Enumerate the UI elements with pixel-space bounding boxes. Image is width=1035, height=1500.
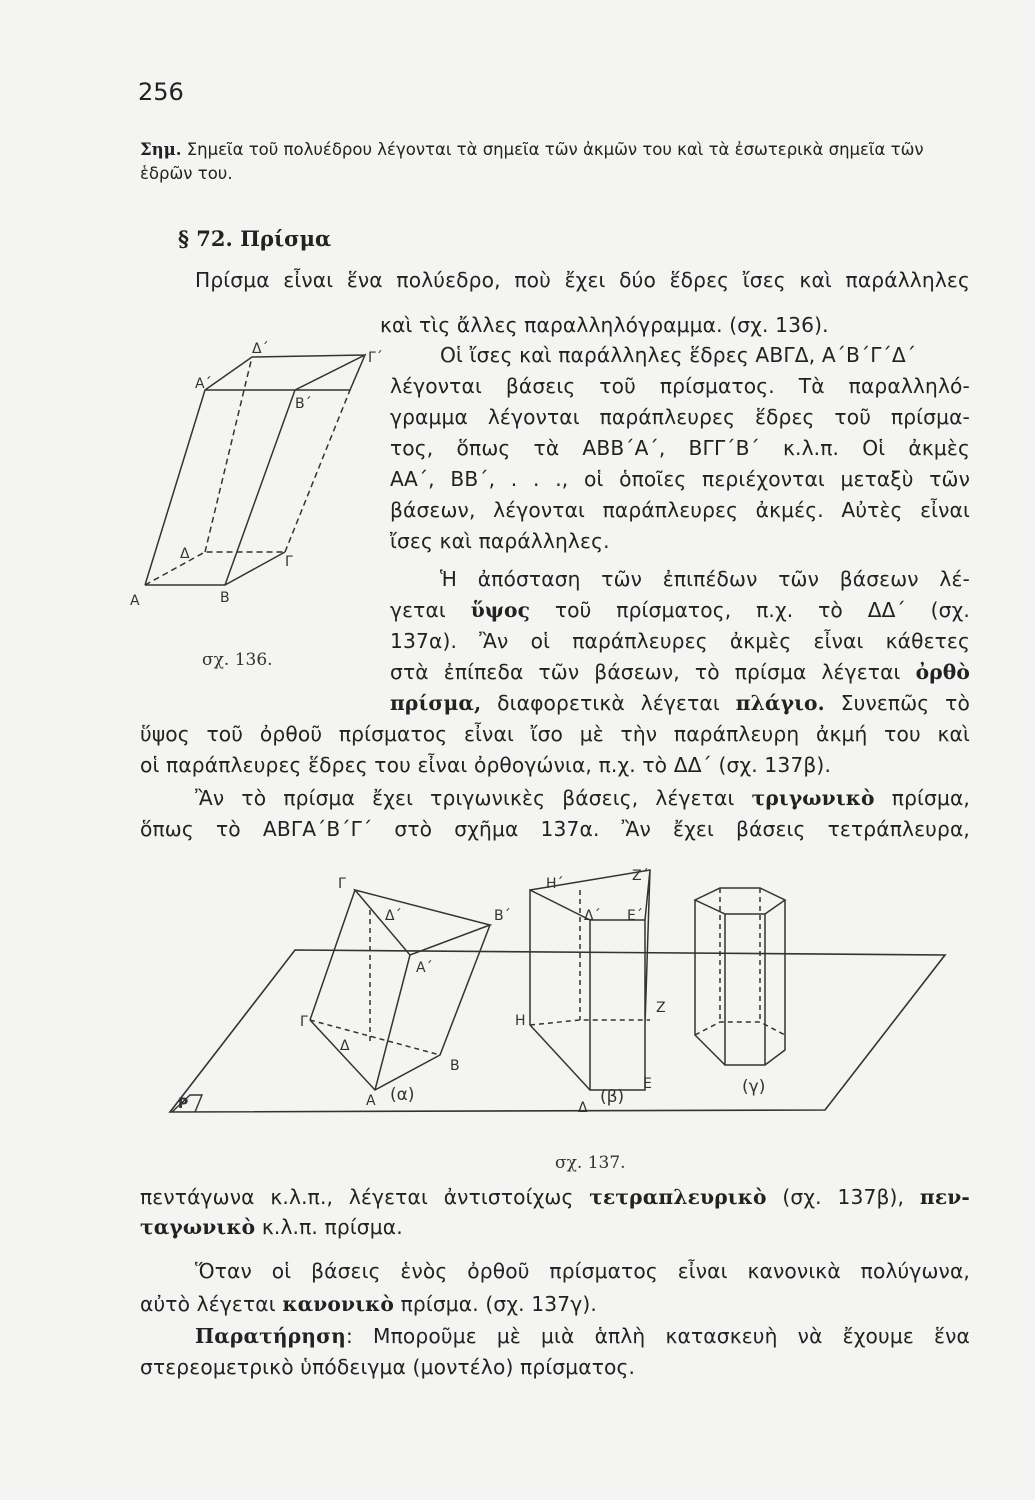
fig137b-label-D1: Δ΄ xyxy=(584,908,601,924)
fig137b-label-E: E xyxy=(643,1076,652,1092)
fig137b-label-Z1: Z΄ xyxy=(632,868,649,884)
fig136-hidden-edges xyxy=(145,357,350,585)
fig137-caption: σχ. 137. xyxy=(555,1153,626,1173)
fig136-label-B1: B΄ xyxy=(295,396,312,412)
p4-line2: ὅπως τὸ ΑΒΓΑ΄Β΄Γ΄ στὸ σχῆμα 137α. Ἂν ἔχει βάσεις τετράπλευρα, xyxy=(140,817,970,841)
term-height: ὕψος xyxy=(470,598,531,622)
p2-line5: ΑΑ΄, ΒΒ΄, . . ., οἱ ὁποῖες περιέχονται μεταξὺ τῶν xyxy=(390,467,970,491)
p2-line4: τος, ὅπως τὰ ΑΒΒ΄Α΄, ΒΓΓ΄Β΄ κ.λ.π. Οἱ ἀκμὲς xyxy=(390,436,970,460)
fig136-label-D: Δ xyxy=(180,546,190,562)
note-text: Σημεῖα τοῦ πολυέδρου λέγονται τὰ σημεῖα τῶν ἀκμῶν του καὶ τὰ ἐσωτερικὰ σημεῖα τῶν ἑδρῶν του. xyxy=(140,140,924,183)
fig137-prism-b xyxy=(530,870,650,1090)
fig137b-label: (β) xyxy=(600,1087,625,1107)
term-regular: κανονικὸ xyxy=(282,1292,395,1316)
fig137b-label-E1: E΄ xyxy=(627,908,643,924)
term-oblique: πλάγιο. xyxy=(735,691,825,715)
remark-line2: στερεομετρικὸ ὑπόδειγμα (μοντέλο) πρίσματος. xyxy=(140,1355,636,1379)
p3-line7: οἱ παράπλευρες ἕδρες του εἶναι ὀρθογώνια, π.χ. τὸ ΔΔ΄ (σχ. 137β). xyxy=(140,753,832,777)
p2-line6: βάσεων, λέγονται παράπλευρες ἀκμές. Αὐτὲς εἶναι xyxy=(390,498,970,522)
fig137a-label-G1: Γ xyxy=(338,876,346,892)
p3-line2: γεται ὕψος τοῦ πρίσματος, π.χ. τὸ ΔΔ΄ (σχ. xyxy=(390,598,970,622)
p2-line7: ἴσες καὶ παράλληλες. xyxy=(390,529,610,553)
section-heading xyxy=(178,226,331,251)
p3-line6: ὕψος τοῦ ὀρθοῦ πρίσματος εἶναι ἴσο μὲ τὴν παράπλευρη ἀκμή του καὶ xyxy=(140,722,970,746)
fig137-prism-c xyxy=(695,888,785,1065)
p1-line1: Πρίσμα εἶναι ἕνα πολύεδρο, ποὺ ἔχει δύο ἕδρες ἴσες καὶ παράλληλες xyxy=(195,268,970,292)
figure-136 xyxy=(120,340,383,680)
fig137a-label-B: B xyxy=(450,1058,460,1074)
fig137c-label: (γ) xyxy=(742,1077,766,1097)
fig136-solid-edges xyxy=(145,355,365,585)
term-pentagonal: ταγωνικὸ xyxy=(140,1215,256,1239)
fig137a-label-B1: B΄ xyxy=(494,908,511,924)
term-right-prism: ὀρθὸ xyxy=(915,660,970,684)
term-quadrilateral: τετραπλευρικὸ xyxy=(589,1185,767,1209)
fig137b-label-D: Δ xyxy=(578,1100,588,1116)
fig137a-label-D: Δ xyxy=(340,1038,350,1054)
fig137-plane-label: P xyxy=(178,1096,189,1112)
fig137a-label-A1: A΄ xyxy=(416,960,433,976)
fig137b-label-H: H xyxy=(515,1013,526,1029)
fig136-label-G1: Γ΄ xyxy=(368,350,383,366)
note xyxy=(140,138,970,186)
p5-line2: ταγωνικὸ κ.λ.π. πρίσμα. xyxy=(140,1215,403,1239)
p3-line1: Ἡ ἀπόσταση τῶν ἐπιπέδων τῶν βάσεων λέ- xyxy=(440,567,970,591)
fig137a-label-A: A xyxy=(366,1093,376,1109)
fig137a-label-G: Γ xyxy=(300,1014,308,1030)
p3-line3: 137α). Ἂν οἱ παράπλευρες ἀκμὲς εἶναι κάθετες xyxy=(390,629,970,653)
page-number: 256 xyxy=(138,78,184,106)
fig136-label-A1: A΄ xyxy=(195,376,212,392)
fig136-label-D1: Δ΄ xyxy=(252,341,269,357)
p2-line2: λέγονται βάσεις τοῦ πρίσματος. Τὰ παραλληλό- xyxy=(390,374,970,398)
p6-line2: αὐτὸ λέγεται κανονικὸ πρίσμα. (σχ. 137γ). xyxy=(140,1292,597,1316)
note-label: Σημ. xyxy=(140,140,182,159)
fig136-label-A: A xyxy=(130,593,140,609)
fig137-plane xyxy=(170,950,945,1112)
section-title: Πρίσμα xyxy=(240,226,332,251)
p6-line1: Ὅταν οἱ βάσεις ἑνὸς ὀρθοῦ πρίσματος εἶναι κανονικὰ πολύγωνα, xyxy=(195,1259,970,1283)
section-number: § 72. xyxy=(178,226,233,251)
fig136-label-B: B xyxy=(220,590,230,606)
figure-137 xyxy=(160,860,950,1180)
p4-line1: Ἂν τὸ πρίσμα ἔχει τριγωνικὲς βάσεις, λέγεται τριγωνικὸ πρίσμα, xyxy=(195,786,970,810)
fig136-caption: σχ. 136. xyxy=(202,650,273,670)
remark-line1: Παρατήρηση: Μποροῦμε μὲ μιὰ ἁπλὴ κατασκευὴ νὰ ἔχουμε ἕνα xyxy=(195,1324,970,1348)
p2-line1: Οἱ ἴσες καὶ παράλληλες ἕδρες ΑΒΓΔ, Α΄Β΄Γ΄Δ΄ xyxy=(440,343,917,367)
p5-line1: πεντάγωνα κ.λ.π., λέγεται ἀντιστοίχως τετραπλευρικὸ (σχ. 137β), πεν- xyxy=(140,1185,970,1209)
fig137a-label: (α) xyxy=(390,1085,415,1105)
fig137a-label-D1: Δ΄ xyxy=(385,908,402,924)
remark-label: Παρατήρηση xyxy=(195,1324,346,1348)
p1-line2: καὶ τὶς ἄλλες παραλληλόγραμμα. (σχ. 136). xyxy=(380,313,829,337)
fig137b-label-Z: Z xyxy=(656,1000,666,1016)
term-triangular: τριγωνικὸ xyxy=(751,786,875,810)
fig137b-label-H1: H΄ xyxy=(546,876,564,892)
p3-line5: πρίσμα, διαφορετικὰ λέγεται πλάγιο. Συνεπῶς τὸ xyxy=(390,691,970,715)
p2-line3: γραμμα λέγονται παράπλευρες ἕδρες τοῦ πρίσμα- xyxy=(390,405,970,429)
p3-line4: στὰ ἐπίπεδα τῶν βάσεων, τὸ πρίσμα λέγεται ὀρθὸ xyxy=(390,660,970,684)
fig136-label-G: Γ xyxy=(285,554,293,570)
